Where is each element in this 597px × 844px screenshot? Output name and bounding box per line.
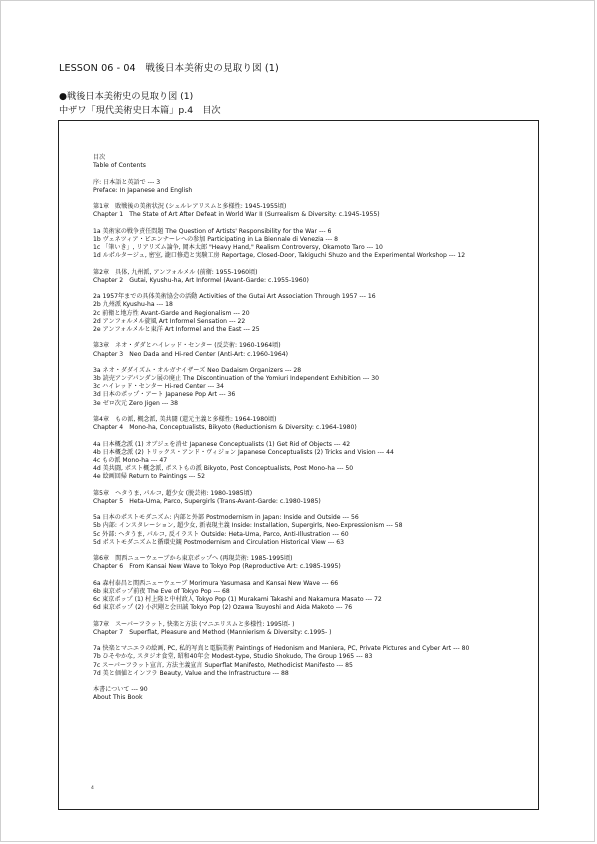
toc-entry: 2c 前衛と地方性 Avant-Garde and Regionalism --- 20 bbox=[93, 309, 250, 317]
preface-jp: 序: 日本語と英語で --- 3 bbox=[93, 178, 161, 186]
about-en: About This Book bbox=[93, 694, 143, 702]
toc-heading-en: Table of Contents bbox=[93, 162, 146, 170]
toc-heading-jp: 目次 bbox=[93, 154, 106, 161]
toc-entry: 1a 美術家の戦争責任問題 The Question of Artists' Responsibility for the War --- 6 bbox=[93, 227, 332, 235]
toc-entry: 1c 「筆いき」, リアリズム論争, 岡本太郎 "Heavy Hand," Realism Controversy, Okamoto Taro --- 10 bbox=[93, 244, 383, 252]
toc-entry: 1b ヴェネツィア・ビエンナーレへの参加 Participating in La Biennale di Venezia --- 8 bbox=[93, 235, 338, 243]
chapter-title-jp: 第6章 関西ニューウェーブから東京ポップへ (再現芸術: 1985-1995頃) bbox=[93, 555, 293, 563]
chapter-block bbox=[93, 416, 533, 490]
page-number: 4 bbox=[91, 786, 94, 791]
source-caption: 中ザワ「現代美術史日本篇」p.4 目次 bbox=[59, 105, 221, 116]
chapter-block bbox=[93, 555, 533, 621]
toc-entry: 2e アンフォルメルと東洋 Art Informel and the East --- 25 bbox=[93, 325, 260, 333]
toc-entry: 2b 九州派 Kyushu-ha --- 18 bbox=[93, 301, 173, 309]
chapter-title-en: Chapter 6 From Kansai New Wave to Tokyo Pop (Reproductive Art: c.1985-1995) bbox=[93, 563, 341, 571]
toc-entry: 4c もの派 Mono-ha --- 47 bbox=[93, 456, 168, 464]
chapter-block bbox=[93, 203, 533, 269]
chapter-title-en: Chapter 4 Mono-ha, Conceptualists, Bikyoto (Reductionism & Diversity: c.1964-1980) bbox=[93, 424, 357, 432]
toc-entry: 4e 絵画回帰 Return to Paintings --- 52 bbox=[93, 473, 205, 481]
chapter-title-jp: 第3章 ネオ・ダダとハイレッド・センター (反芸術: 1960-1964頃) bbox=[93, 342, 281, 350]
toc-entry: 7a 快楽とマニエラの絵画, PC, 私的写真と電脳美術 Paintings of Hedonism and Maniera, PC, Private Pictures and Cyber Art --- 80 bbox=[93, 645, 470, 653]
toc-entry: 7d 美と価値とインフラ Beauty, Value and the Infrastructure --- 88 bbox=[93, 669, 289, 677]
chapter-title-jp: 第5章 ヘタうま, パルコ, 超少女 (脱芸術: 1980-1985頃) bbox=[93, 489, 253, 497]
chapter-block bbox=[93, 490, 533, 556]
toc-entry: 5c 外部: ヘタうま, パルコ, 反イラスト Outside: Heta-Uma, Parco, Anti-Illustration --- 60 bbox=[93, 530, 349, 538]
toc-entry: 3d 日本のポップ・アート Japanese Pop Art --- 36 bbox=[93, 391, 236, 399]
toc-entry: 4a 日本概念派 (1) オブジェを消せ Japanese Conceptualists (1) Get Rid of Objects --- 42 bbox=[93, 440, 351, 448]
about-jp: 本書について --- 90 bbox=[93, 686, 148, 694]
chapter-list bbox=[93, 203, 533, 686]
chapter-block bbox=[93, 269, 533, 343]
chapter-title-jp: 第2章 具体, 九州派, アンフォルメル (前衛: 1955-1960頃) bbox=[93, 268, 258, 276]
chapter-title-jp: 第4章 もの派, 概念派, 美共闘 (還元主義と多様性: 1964-1980頃) bbox=[93, 416, 277, 423]
toc-entry: 3b 読売アンデパンダン展の廃止 The Discontinuation of the Yomiuri Independent Exhibition --- 30 bbox=[93, 375, 380, 383]
toc-entry: 5b 内部: インスタレーション, 超少女, 新表現主義 Inside: Installation, Supergirls, Neo-Expressionism --- 58 bbox=[93, 522, 403, 530]
preface-en: Preface: In Japanese and English bbox=[93, 186, 193, 194]
chapter-block bbox=[93, 621, 533, 687]
toc-entry: 4b 日本概念派 (2) トリックス・アンド・ヴィジョン Japanese Conceptualists (2) Tricks and Vision --- 44 bbox=[93, 448, 394, 456]
toc-entry: 7b ひそやかな, スタジオ食堂, 昭和40年会 Modest-type, Studio Shokudo, The Group 1965 --- 83 bbox=[93, 653, 373, 661]
chapter-title-jp: 第1章 敗戦後の美術状況 (シュルレアリスムと多様性: 1945-1955頃) bbox=[93, 203, 287, 211]
toc-entry: 2d アンフォルメル旋風 Art Informel Sensation --- 22 bbox=[93, 317, 246, 325]
toc-entry: 5a 日本のポストモダニズム: 内部と外部 Postmodernism in Japan: Inside and Outside --- 56 bbox=[93, 514, 359, 522]
toc-entry: 5d ポストモダニズムと循環史観 Postmodernism and Circulation Historical View --- 63 bbox=[93, 538, 345, 546]
toc-entry: 4d 美共闘, ポスト概念派, ポストもの派 Bikyoto, Post Conceptualists, Post Mono-ha --- 50 bbox=[93, 465, 354, 473]
toc-entry: 6d 東京ポップ (2) 小沢剛と会田誠 Tokyo Pop (2) Ozawa Tsuyoshi and Aida Makoto --- 76 bbox=[93, 604, 353, 612]
chapter-block bbox=[93, 342, 533, 416]
table-of-contents bbox=[93, 154, 533, 703]
toc-entry: 2a 1957年までの具体美術協会の活動 Activities of the Gutai Art Association Through 1957 --- 16 bbox=[93, 293, 376, 301]
chapter-title-en: Chapter 1 The State of Art After Defeat in World War II (Surrealism & Diversity: c.1945-1955) bbox=[93, 211, 380, 219]
header bbox=[59, 60, 579, 116]
chapter-title-en: Chapter 7 Superflat, Pleasure and Method (Mannierism & Diversity: c.1995- ) bbox=[93, 628, 332, 636]
chapter-title-en: Chapter 5 Heta-Uma, Parco, Supergirls (Trans-Avant-Garde: c.1980-1985) bbox=[93, 497, 321, 505]
toc-entry: 3c ハイレッド・センター Hi-red Center --- 34 bbox=[93, 383, 224, 391]
toc-entry: 6c 東京ポップ (1) 村上隆と中村政人 Tokyo Pop (1) Murakami Takashi and Nakamura Masato --- 72 bbox=[93, 596, 382, 604]
chapter-title-jp: 第7章 スーパーフラット, 快楽と方法 (マニエリスムと多様性: 1995頃- ) bbox=[93, 620, 295, 628]
lesson-title: LESSON 06 - 04 戦後日本美術史の見取り図 (1) bbox=[59, 63, 279, 74]
toc-entry: 6a 森村泰昌と関西ニューウェーブ Morimura Yasumasa and Kansai New Wave --- 66 bbox=[93, 579, 339, 587]
chapter-title-en: Chapter 3 Neo Dada and Hi-red Center (Anti-Art: c.1960-1964) bbox=[93, 350, 288, 358]
toc-entry: 1d ルポルタージュ, 密室, 瀧口修造と実験工房 Reportage, Closed-Door, Takiguchi Shuzo and the Experimental Workshop --- 12 bbox=[93, 252, 466, 260]
section-subtitle: ●戦後日本美術史の見取り図 (1) bbox=[59, 91, 194, 102]
toc-entry: 7c スーパーフラット宣言, 方法主義宣言 Superflat Manifesto, Methodicist Manifesto --- 85 bbox=[93, 661, 353, 669]
chapter-title-en: Chapter 2 Gutai, Kyushu-ha, Art Informel (Avant-Garde: c.1955-1960) bbox=[93, 276, 309, 284]
toc-entry: 3a ネオ・ダダイズム・オルガナイザーズ Neo Dadaism Organizers --- 28 bbox=[93, 366, 302, 374]
toc-entry: 6b 東京ポップ前夜 The Eve of Tokyo Pop --- 68 bbox=[93, 587, 230, 595]
toc-entry: 3e ゼロ次元 Zero Jigen --- 38 bbox=[93, 399, 179, 407]
